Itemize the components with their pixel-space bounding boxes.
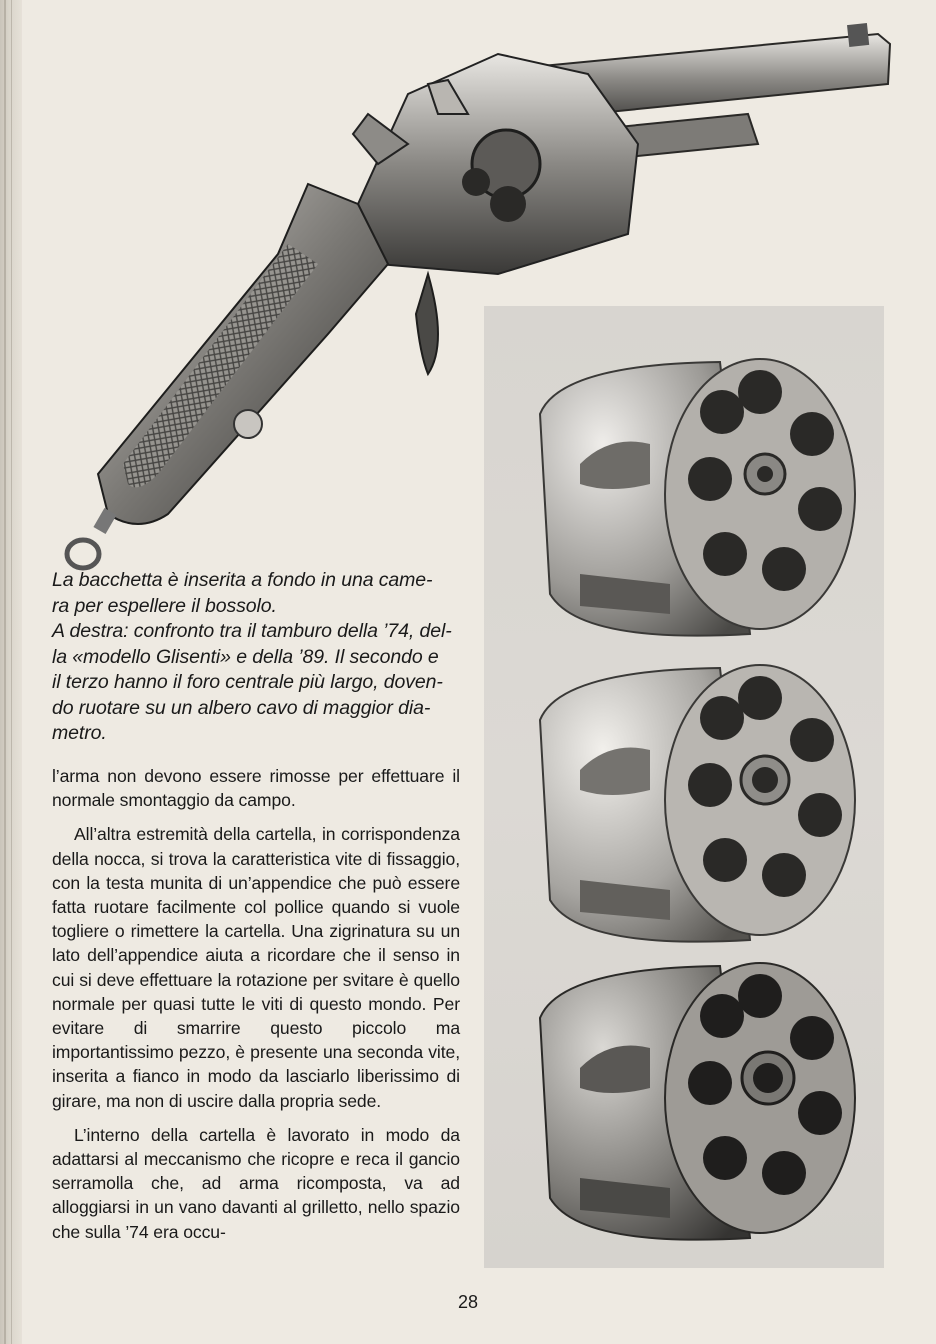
- body-paragraph-1: l’arma non devono essere rimosse per effettuare il normale smontaggio da campo.: [52, 766, 460, 811]
- body-paragraph-2: All’altra estremità della cartella, in corrispondenza della nocca, si trova la caratteristica vite di fissaggio, con la testa munita di un’appendice che può essere fatta ruotare facilmente col pollice quando si vuole togliere o rimettere la cartella. Una zigrinatura su un lato dell’appendice aiuta a ricordare che il senso in cui si deve effettuare la rotazione per svitare è quello normale per quasi tutte le viti di questo mondo. Per evitare di smarrire questo piccolo ma importantissimo pezzo, è presente una seconda vite, inserita a fianco in modo da lasciarlo liberissimo di girare, ma non di uscire dalla propria sede.: [52, 824, 460, 1111]
- caption-line: do ruotare su un albero cavo di maggior dia-: [52, 696, 431, 719]
- cylinder-photo-1874: [520, 344, 860, 654]
- cylinder-photo-glisenti: [520, 660, 860, 970]
- caption-line: metro.: [52, 722, 107, 744]
- caption-line: ra per espellere il bossolo.: [52, 594, 277, 617]
- book-page-edge: [0, 0, 22, 1344]
- body-paragraph-3: L’interno della cartella è lavorato in modo da adattarsi al meccanismo che ricopre e reca il gancio serramolla che, ad arma ricomposta, va ad alloggiarsi in un vano davanti al grilletto, nello spazio che sulla ’74 era occu-: [52, 1124, 460, 1242]
- caption-line: La bacchetta è inserita a fondo in una came-: [52, 569, 433, 591]
- body-text: [52, 764, 460, 1254]
- photo-caption: [52, 568, 462, 747]
- caption-line: il terzo hanno il foro centrale più largo, doven-: [52, 671, 443, 693]
- page-number: 28: [457, 1292, 479, 1312]
- caption-line: A destra: confronto tra il tamburo della ’74, del-: [52, 620, 452, 642]
- caption-line: la «modello Glisenti» e della ’89. Il secondo e: [52, 645, 439, 668]
- cylinder-photo-1889: [520, 958, 860, 1268]
